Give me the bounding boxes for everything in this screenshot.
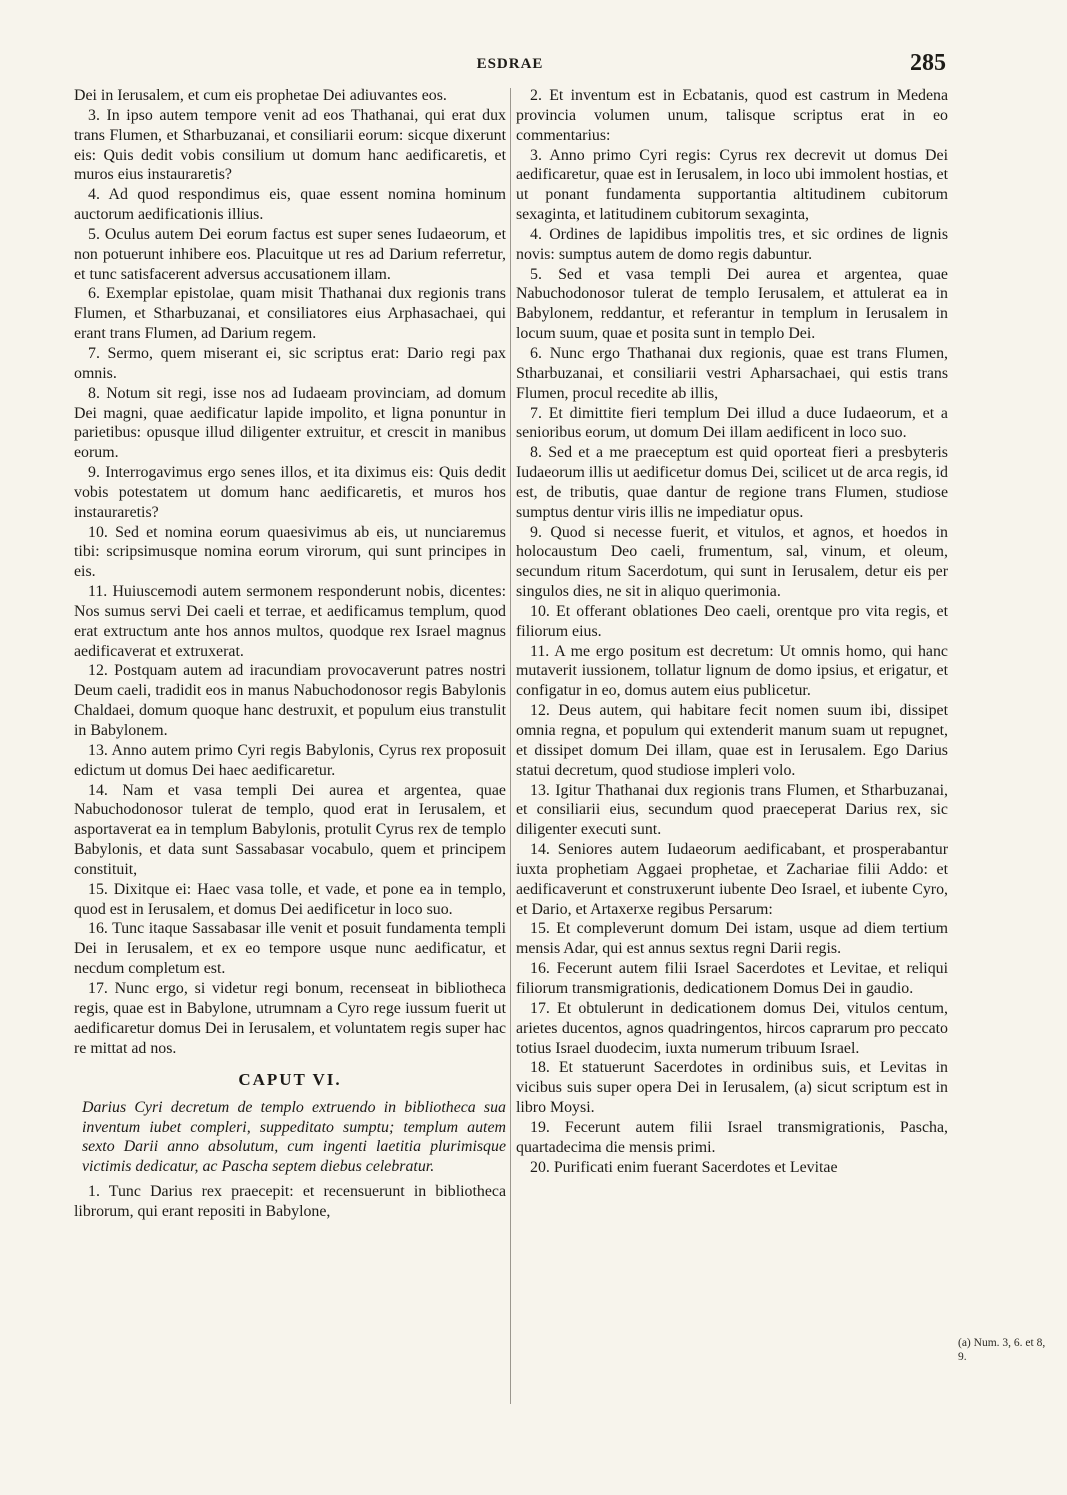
verse-paragraph: 4. Ad quod respondimus eis, quae essent nomina hominum auctorum aedificationis illius. [74,186,506,224]
verse-paragraph: 5. Oculus autem Dei eorum factus est super senes Iudaeorum, et non potuerunt inhibere eos. Placuitque ut res ad Darium referretur, et tunc satisfacerent adversus accusationem illam. [74,225,506,283]
column-rule [510,88,511,1404]
chapter-summary: Darius Cyri decretum de templo extruendo in bibliotheca sua inventum iubet compleri, suppeditato sumptu; templum autem sexto Darii anno absolutum, cum ingenti laetitia plurimisque victimis dedicatur, ac Pascha septem diebus celebratur. [82,1099,506,1175]
margin-reference-note: (a) Num. 3, 6. et 8, 9. [958,1337,1046,1363]
chapter-heading: CAPUT VI. [238,1070,342,1090]
verse-paragraph: 14. Seniores autem Iudaeorum aedificabant, et prosperabantur iuxta prophetiam Aggaei prophetae, et Zachariae filii Addo: et aedificaverunt et construxerunt iubente Deo Israel, et iubente Cyro, et Dario, et Artaxerxe regibus Persarum: [516,841,948,918]
verse-paragraph: 3. Anno primo Cyri regis: Cyrus rex decrevit ut domus Dei aedificaretur, quae est in Ierusalem, in loco ubi immolent hostias, et ut ponant fundamenta supportantia altitudinem cubitorum sexaginta, et latitudinem cubitorum sexaginta, [516,146,948,224]
verse-paragraph: 19. Fecerunt autem filii Israel transmigrationis, Pascha, quartadecima die mensis primi. [516,1118,948,1156]
verse-paragraph: 11. A me ergo positum est decretum: Ut omnis homo, qui hanc mutaverit iussionem, tollatur lignum de domo ipsius, et erigatur, et configatur in eo, domus autem eius publicetur. [516,642,948,700]
verse-paragraph: 17. Nunc ergo, si videtur regi bonum, recenseat in bibliotheca regis, quae est in Babylone, utrumnam a Cyro rege iussum fuerit ut aedificaretur domus Dei in Ierusalem, et voluntatem regis super hac re mittat ad nos. [74,979,506,1057]
verse-paragraph: 13. Anno autem primo Cyri regis Babylonis, Cyrus rex proposuit edictum ut domus Dei haec aedificaretur. [74,741,506,779]
verse-paragraph: 10. Sed et nomina eorum quaesivimus ab eis, ut nunciaremus tibi: scripsimusque nomina eorum virorum, qui sunt principes in eis. [74,523,506,581]
verse-paragraph: 8. Sed et a me praeceptum est quid oporteat fieri a presbyteris Iudaeorum illis ut aedificetur domus Dei, scilicet ut de arca regis, id est, de tributis, quae dantur de regione trans Flumen, studiose sumptus dentur viris illis ne impediatur opus. [516,444,948,521]
verse-paragraph: 10. Et offerant oblationes Deo caeli, orentque pro vita regis, et filiorum eius. [516,602,948,640]
verse-paragraph: 14. Nam et vasa templi Dei aurea et argentea, quae Nabuchodonosor tulerat de templo, quod erat in Ierusalem, et asportaverat ea in templum Babylonis, protulit Cyrus rex de templo Babylonis, et data sunt Sassabasar vocabulo, quem et principem constituit, [74,781,506,878]
verse-paragraph: 6. Nunc ergo Thathanai dux regionis, quae est trans Flumen, Stharbuzanai, et consiliarii vestri Apharsachaei, qui estis trans Flumen, procul recedite ab illis, [516,344,948,402]
verse-paragraph: 1. Tunc Darius rex praecepit: et recensuerunt in bibliotheca librorum, qui erant repositi in Babylone, [74,1183,506,1221]
verse-paragraph: 17. Et obtulerunt in dedicationem domus Dei, vitulos centum, arietes ducentos, agnos quadringentos, hircos caprarum pro peccato totius Israel duodecim, iuxta numerum tribuum Israel. [516,999,948,1057]
verse-paragraph: 15. Dixitque ei: Haec vasa tolle, et vade, et pone ea in templo, quod est in Ierusalem, et domus Dei aedificetur in loco suo. [74,880,506,918]
verse-paragraph: Dei in Ierusalem, et cum eis prophetae Dei adiuvantes eos. [74,87,447,104]
verse-paragraph: 9. Quod si necesse fuerit, et vitulos, et agnos, et hoedos in holocaustum Deo caeli, frumentum, sal, vinum, et oleum, secundum ritum Sacerdotum, qui sunt in Ierusalem, detur eis per singulos dies, ne sit in aliquo querimonia. [516,523,948,601]
verse-paragraph: 3. In ipso autem tempore venit ad eos Thathanai, qui erat dux trans Flumen, et Stharbuzanai, et consiliarii eorum: sicque dixerunt eis: Quis dedit vobis consilium ut domum hanc aedificaretis, et muros eius instauraretis? [74,106,506,184]
verse-paragraph: 11. Huiuscemodi autem sermonem responderunt nobis, dicentes: Nos sumus servi Dei caeli et terrae, et aedificamus templum, quod erat extructum ante hos annos multos, quodque rex Israel magnus aedificaverat et extruxerat. [74,583,506,660]
page-number: 285 [910,50,946,76]
verse-paragraph: 18. Et statuerunt Sacerdotes in ordinibus suis, et Levitas in vicibus suis super opera Dei in Ierusalem, (a) sicut scriptum est in libro Moysi. [516,1059,948,1117]
verse-paragraph: 7. Sermo, quem miserant ei, sic scriptus erat: Dario regi pax omnis. [74,344,506,382]
verse-paragraph: 7. Et dimittite fieri templum Dei illud a duce Iudaeorum, et a senioribus eorum, ut domum Dei illam aedificent in loco suo. [516,404,948,442]
right-column [516,86,948,1177]
running-head: ESDRAE [476,56,544,72]
verse-paragraph: 4. Ordines de lapidibus impolitis tres, et sic ordines de lignis novis: sumptus autem de domo regis dabuntur. [516,225,948,263]
verse-paragraph: 12. Deus autem, qui habitare fecit nomen suum ibi, dissipet omnia regna, et populum qui extenderit manum suam ut repugnet, et dissipet domum Dei illam, quae est in Ierusalem. Ego Darius statui decretum, quod studiose impleri volo. [516,702,948,779]
verse-paragraph: 16. Fecerunt autem filii Israel Sacerdotes et Levitae, et reliqui filiorum transmigrationis, dedicationem Domus Dei in gaudio. [516,960,948,997]
verse-paragraph: 20. Purificati enim fuerant Sacerdotes et Levitae [530,1158,838,1176]
verse-paragraph: 8. Notum sit regi, isse nos ad Iudaeam provinciam, ad domum Dei magni, quae aedificatur lapide impolito, et ligna ponuntur in parietibus: opusque illud diligenter extruitur, et crescit in manibus eorum. [74,384,506,462]
verse-paragraph: 5. Sed et vasa templi Dei aurea et argentea, quae Nabuchodonosor tulerat de templo Ierusalem, et attulerat ea in Babylonem, reddantur, et referantur in templum in Ierusalem in locum suum, quae et posita sunt in templo Dei. [516,265,948,343]
verse-paragraph: 13. Igitur Thathanai dux regionis trans Flumen, et Stharbuzanai, et consiliarii eius, secundum quod praeceperat Darius rex, sic diligenter executi sunt. [516,781,948,839]
verse-paragraph: 16. Tunc itaque Sassabasar ille venit et posuit fundamenta templi Dei in Ierusalem, et ex eo tempore usque nunc aedificatur, et necdum completum est. [74,920,506,978]
verse-paragraph: 6. Exemplar epistolae, quam misit Thathanai dux regionis trans Flumen, et Stharbuzanai, et consiliatores eius Arphasachaei, qui erant trans Flumen, ad Darium regem. [74,285,506,343]
verse-paragraph: 2. Et inventum est in Ecbatanis, quod est castrum in Medena provincia volumen unum, talisque scriptus erat in eo commentarius: [516,87,948,144]
verse-paragraph: 12. Postquam autem ad iracundiam provocaverunt patres nostri Deum caeli, tradidit eos in manus Nabuchodonosor regis Babylonis Chaldaei, domum quoque hanc destruxit, et populum eius transtulit in Babylonem. [74,662,506,739]
left-column [74,86,506,1222]
verse-paragraph: 9. Interrogavimus ergo senes illos, et ita diximus eis: Quis dedit vobis potestatem ut domum hanc aedificaretis, et muros hos instauraretis? [74,464,506,521]
page-header [74,50,946,80]
verse-paragraph: 15. Et compleverunt domum Dei istam, usque ad diem tertium mensis Adar, qui est annus sextus regni Darii regis. [516,920,948,958]
